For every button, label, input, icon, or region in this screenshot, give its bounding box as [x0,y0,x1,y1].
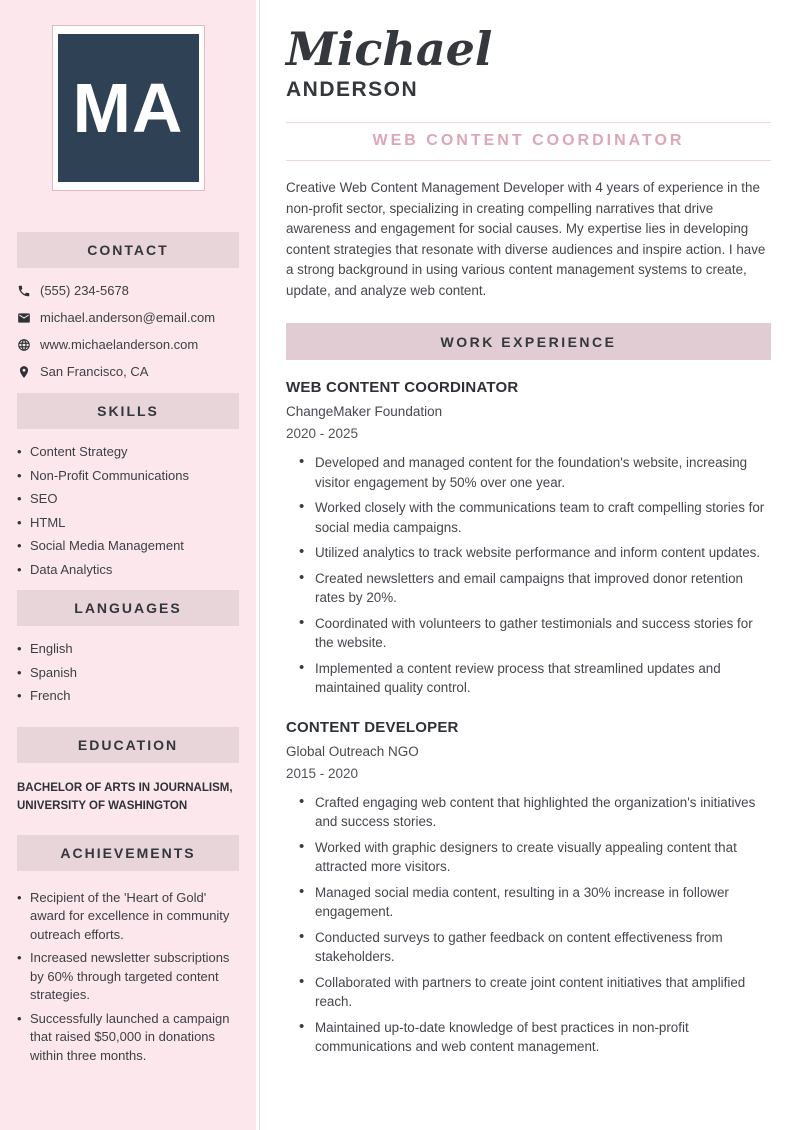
job-bullet-list [286,453,771,698]
job-bullet: • Implemented a content review process that streamlined updates and maintained quality control. [299,659,771,698]
job-title: CONTENT DEVELOPER [286,718,459,736]
skills-list [0,445,256,576]
job-company: Global Outreach NGO [286,743,419,759]
profile-summary: Creative Web Content Management Developer with 4 years of experience in the non-profit sector, specializing in creating compelling narratives that drive awareness and engagement for social causes. My expertise lies in developing content strategies that resonate with diverse audiences and inspire action. I have a strong background in using various content management systems to create, update, and analyze web content. [286,180,766,298]
languages-section-header: LANGUAGES [17,590,239,626]
achievement-item: • Increased newsletter subscriptions by 60% through targeted content strategies. [17,949,239,1005]
job-dates: 2020 - 2025 [286,426,359,441]
email-icon [17,311,31,325]
job-bullet: • Maintained up-to-date knowledge of best practices in non-profit communications and web content management. [299,1018,771,1057]
skill-item: • Content Strategy [17,445,239,459]
job-bullet-list [286,793,771,1057]
page-job-title: WEB CONTENT COORDINATOR [372,132,685,149]
work-experience-header: WORK EXPERIENCE [286,323,771,360]
skill-item: • SEO [17,492,239,506]
language-item: • French [17,689,239,703]
job-bullet: • Collaborated with partners to create joint content initiatives that amplified reach. [299,973,771,1012]
job-bullet: • Coordinated with volunteers to gather testimonials and success stories for the website. [299,614,771,653]
language-item: • English [17,642,239,656]
globe-icon [17,338,31,352]
languages-list [0,642,256,703]
job-bullet: • Crafted engaging web content that highlighted the organization's initiatives and success stories. [299,793,771,832]
job-bullet: • Worked with graphic designers to create visually appealing content that attracted more visitors. [299,838,771,877]
main-content [256,0,800,1130]
contact-text: (555) 234-5678 [40,283,129,298]
contact-text: michael.anderson@email.com [40,310,216,325]
contact-item [17,338,242,352]
contact-section-header: CONTACT [17,232,239,268]
job-entry [286,719,771,1057]
achievements-section-header: ACHIEVEMENTS [17,835,239,871]
achievement-item: • Recipient of the 'Heart of Gold' award for excellence in community outreach efforts. [17,889,239,945]
job-title: WEB CONTENT COORDINATOR [286,379,519,396]
contact-item [17,365,242,379]
skill-item: • Social Media Management [17,539,239,553]
achievements-list [0,889,256,1066]
contact-list [0,284,256,379]
contact-item [17,311,242,325]
skill-item: • Data Analytics [17,563,239,577]
location-icon [17,365,31,379]
first-name: Michael [286,22,493,76]
job-company: ChangeMaker Foundation [286,404,443,419]
last-name: ANDERSON [286,78,419,101]
skill-item: • HTML [17,516,239,530]
monogram-initials: MA [72,69,184,147]
job-bullet: • Created newsletters and email campaigns that improved donor retention rates by 20%. [299,569,771,608]
divider-top [286,122,771,123]
education-degree: BACHELOR OF ARTS IN JOURNALISM, UNIVERSITY OF WASHINGTON [17,781,233,812]
job-bullet: • Worked closely with the communications team to craft compelling stories for social media campaigns. [299,498,771,537]
skills-section-header: SKILLS [17,393,239,429]
language-item: • Spanish [17,666,239,680]
contact-text: www.michaelanderson.com [40,337,199,352]
job-entry [286,379,771,698]
phone-icon [17,284,31,298]
job-bullet: • Conducted surveys to gather feedback on content effectiveness from stakeholders. [299,928,771,967]
divider-bottom [286,160,771,161]
job-bullet: • Developed and managed content for the foundation's website, increasing visitor engagement by 50% over one year. [299,453,771,492]
job-bullet: • Utilized analytics to track website performance and inform content updates. [299,543,771,563]
monogram-frame [52,25,205,191]
monogram [58,34,199,182]
job-bullet: • Managed social media content, resulting in a 30% increase in follower engagement. [299,883,771,922]
job-dates: 2015 - 2020 [286,765,359,781]
contact-item [17,284,242,298]
education-section-header: EDUCATION [17,727,239,763]
achievement-item: • Successfully launched a campaign that raised $50,000 in donations within three months. [17,1010,239,1066]
skill-item: • Non-Profit Communications [17,469,239,483]
sidebar [0,0,256,1130]
contact-text: San Francisco, CA [40,364,149,379]
